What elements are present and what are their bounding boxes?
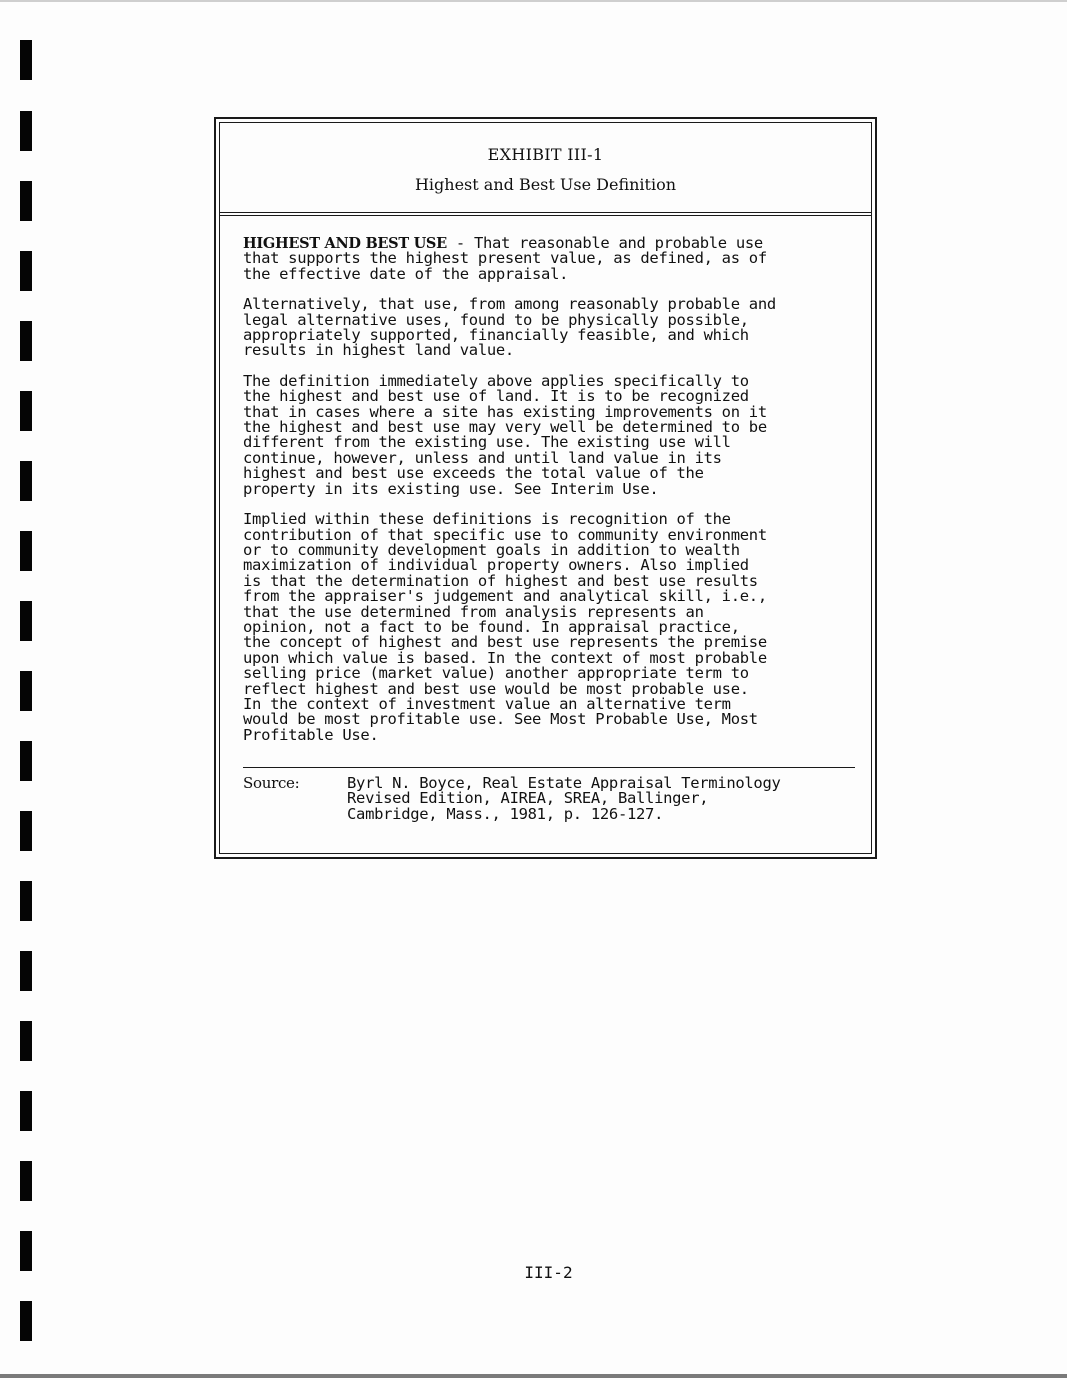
binding-hole-mark [20,1091,32,1131]
exhibit-box [214,117,877,859]
binding-hole-mark [20,1021,32,1061]
binding-hole-mark [20,811,32,851]
exhibit-body [243,236,858,758]
binding-holes [20,0,34,1380]
binding-hole-mark [20,531,32,571]
binding-hole-mark [20,1161,32,1201]
binding-hole-mark [20,951,32,991]
exhibit-title: Highest and Best Use Definition [414,175,677,194]
land-use-paragraph: The definition immediately above applies specifically to the highest and best use of land. It is to be recognized that in cases where a site has existing improvements on it the highest and best use may very well be determined to be different from the existing use. The existing use will continue, however, unless and until land value in its highest and best use exceeds the total value of the property in its existing use. See Interim Use. [243,371,767,498]
binding-hole-mark [20,251,32,291]
implied-paragraph: Implied within these definitions is recognition of the contribution of that specific use to community environment or to community development goals in addition to wealth maximization of individual property owners. Also implied is that the determination of highest and best use results from the appraiser's judgement and analytical skill, i.e., that the use determined from analysis represents an opinion, not a fact to be found. In appraisal practice, the concept of highest and best use represents the premise upon which value is based. In the context of most probable selling price (market value) another appropriate term to reflect highest and best use would be most probable use. In the context of investment value an alternative term would be most profitable use. See Most Probable Use, Most Profitable Use. [243,510,767,744]
page-top-edge [0,0,1067,2]
binding-hole-mark [20,391,32,431]
page-number: III-2 [524,1263,573,1282]
binding-hole-mark [20,741,32,781]
definition-text: - That reasonable and probable use that supports the highest present value, as defined, as of the effective date of the appraisal. [243,234,767,283]
header-divider [219,212,872,216]
binding-hole-mark [20,321,32,361]
alternative-paragraph: Alternatively, that use, from among reasonably probable and legal alternative uses, found to be physically possible, appropriately supported, financially feasible, and which results in highest land value. [243,295,776,360]
binding-hole-mark [20,40,32,80]
source-divider [243,767,855,768]
exhibit-number: EXHIBIT III-1 [487,145,604,164]
binding-hole-mark [20,111,32,151]
source-label: Source: [243,774,300,792]
binding-hole-mark [20,671,32,711]
source-citation: Byrl N. Boyce, Real Estate Appraisal Terminology Revised Edition, AIREA, SREA, Ballinger, Cambridge, Mass., 1981, p. 126-127. [347,774,781,823]
binding-hole-mark [20,881,32,921]
binding-hole-mark [20,601,32,641]
exhibit-header [216,119,875,215]
binding-hole-mark [20,461,32,501]
binding-hole-mark [20,1301,32,1341]
definition-paragraph [243,236,858,282]
page-bottom-edge [0,1374,1067,1378]
binding-hole-mark [20,181,32,221]
defined-term: HIGHEST AND BEST USE [243,235,447,252]
